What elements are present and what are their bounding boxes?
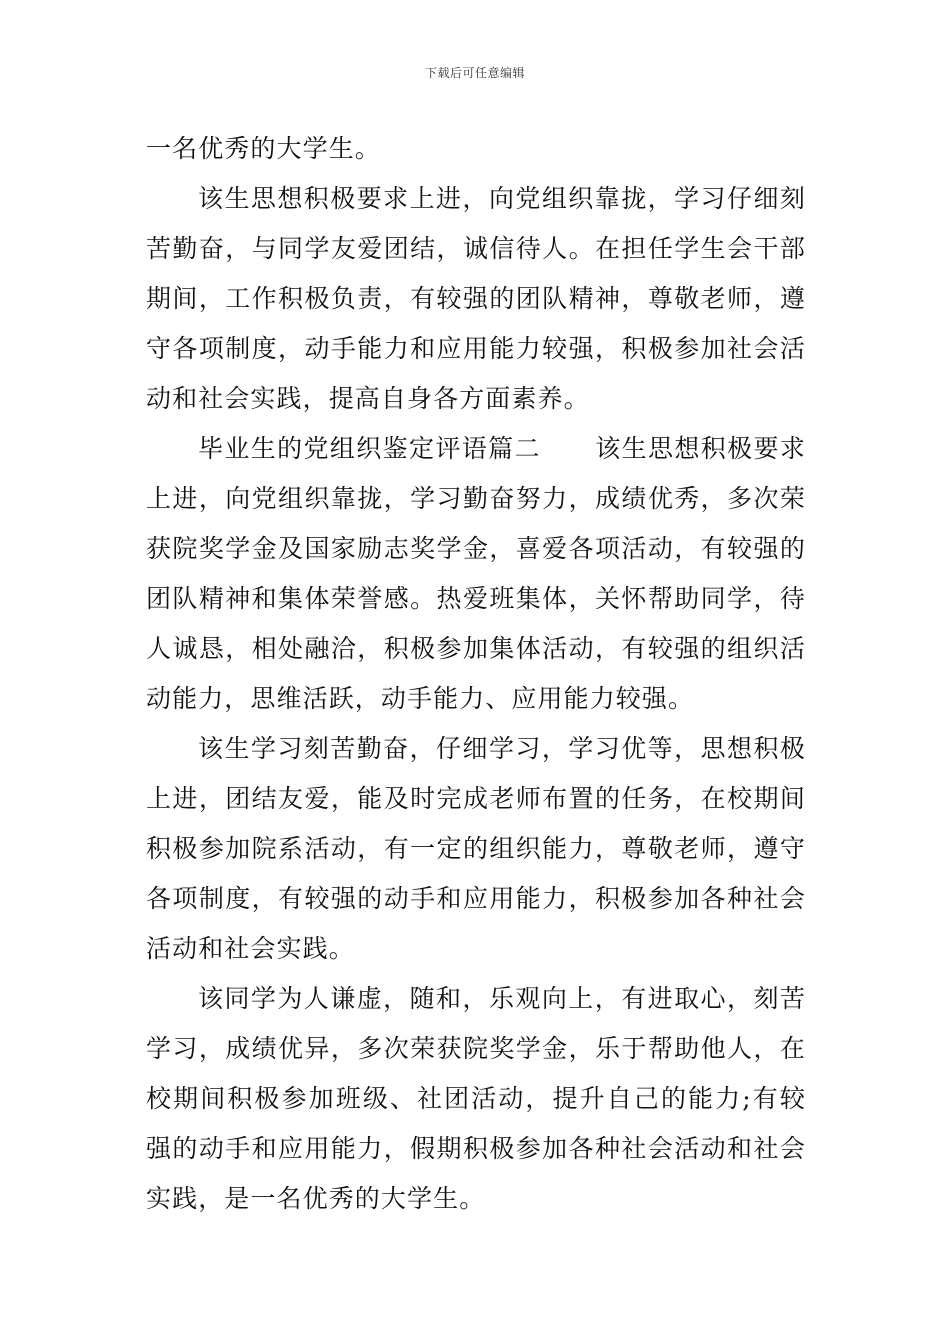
paragraph-continuation: 一名优秀的大学生。 bbox=[146, 134, 381, 163]
paragraph-3: 该生学习刻苦勤奋，仔细学习，学习优等，思想积极上进，团结友爱，能及时完成老师布置的任务，在校期间积极参加院系活动，有一定的组织能力，尊敬老师，遵守各项制度，有较强的动手和应用能力，积极参加各种社会活动和社会实践。 bbox=[146, 734, 806, 963]
section-title: 毕业生的党组织鉴定评语篇二 bbox=[198, 434, 541, 463]
paragraph-2 bbox=[146, 424, 806, 724]
page-header: 下载后可任意编辑 bbox=[424, 66, 525, 80]
paragraph-4: 该同学为人谦虚，随和，乐观向上，有进取心，刻苦学习，成绩优异，多次荣获院奖学金，乐于帮助他人，在校期间积极参加班级、社团活动，提升自己的能力;有较强的动手和应用能力，假期积极参加各种社会活动和社会实践，是一名优秀的大学生。 bbox=[146, 984, 806, 1213]
paragraph-2-body: 该生思想积极要求上进，向党组织靠拢，学习勤奋努力，成绩优秀，多次荣获院奖学金及国家励志奖学金，喜爱各项活动，有较强的团队精神和集体荣誉感。热爱班集体，关怀帮助同学，待人诚恳，相处融洽，积极参加集体活动，有较强的组织活动能力，思维活跃，动手能力、应用能力较强。 bbox=[146, 434, 806, 713]
document-body bbox=[146, 124, 806, 1224]
paragraph-1: 该生思想积极要求上进，向党组织靠拢，学习仔细刻苦勤奋，与同学友爱团结，诚信待人。在担任学生会干部期间，工作积极负责，有较强的团队精神，尊敬老师，遵守各项制度，动手能力和应用能力较强，积极参加社会活动和社会实践，提高自身各方面素养。 bbox=[146, 184, 806, 413]
